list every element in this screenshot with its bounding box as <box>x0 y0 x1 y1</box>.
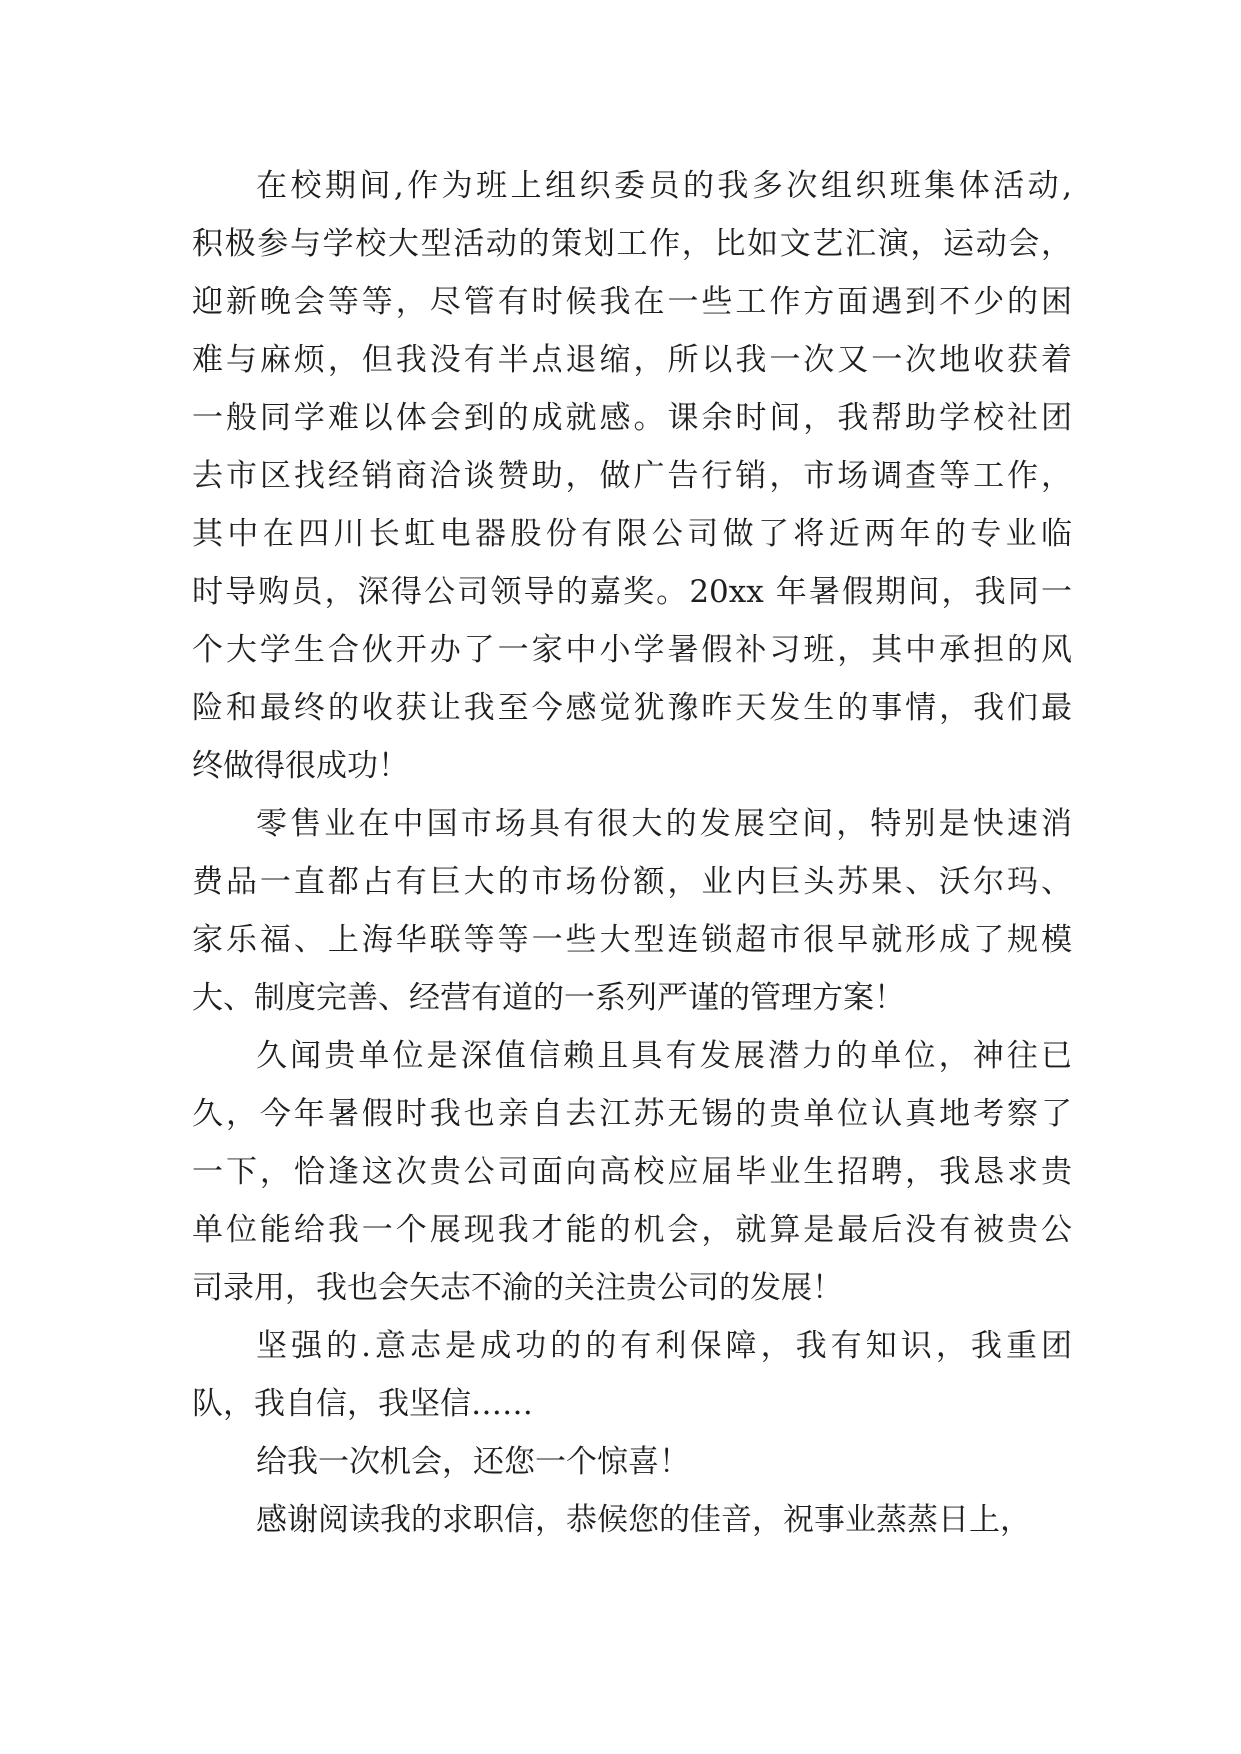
text-line: 坚强的.意志是成功的的有利保障，我有知识，我重团 <box>256 1328 1072 1364</box>
text-line: 司录用，我也会矢志不渝的关注贵公司的发展！ <box>192 1270 843 1306</box>
paragraph-closing-thanks <box>192 1491 1072 1549</box>
paragraph-opportunity <box>192 1433 1072 1491</box>
text-line: 感谢阅读我的求职信，恭候您的佳音，祝事业蒸蒸日上， <box>256 1502 1031 1538</box>
text-line: 去市区找经销商洽谈赞助，做广告行销，市场调查等工作， <box>192 458 1072 494</box>
text-line: 费品一直都占有巨大的市场份额，业内巨头苏果、沃尔玛、 <box>192 864 1072 900</box>
text-line: 终做得很成功！ <box>192 748 409 784</box>
text-line: 其中在四川长虹电器股份有限公司做了将近两年的专业临 <box>192 516 1072 552</box>
text-line: 在校期间,作为班上组织委员的我多次组织班集体活动, <box>256 168 1072 204</box>
text-line: 险和最终的收获让我至今感觉犹豫昨天发生的事情，我们最 <box>192 690 1072 726</box>
text-line: 个大学生合伙开办了一家中小学暑假补习班，其中承担的风 <box>192 632 1072 668</box>
text-line: 给我一次机会，还您一个惊喜！ <box>256 1444 690 1480</box>
text-line: 大、制度完善、经营有道的一系列严谨的管理方案！ <box>192 980 905 1016</box>
text-line: 一般同学难以体会到的成就感。课余时间，我帮助学校社团 <box>192 400 1072 436</box>
paragraph-retail-industry <box>192 795 1072 1027</box>
text-line: 一下，恰逢这次贵公司面向高校应届毕业生招聘，我恳求贵 <box>192 1154 1072 1190</box>
text-line: 迎新晚会等等，尽管有时候我在一些工作方面遇到不少的困 <box>192 284 1072 320</box>
text-line: 难与麻烦，但我没有半点退缩，所以我一次又一次地收获着 <box>192 342 1072 378</box>
text-line: 单位能给我一个展现我才能的机会，就算是最后没有被贵公 <box>192 1212 1072 1248</box>
text-line: 积极参与学校大型活动的策划工作，比如文艺汇演，运动会， <box>192 226 1072 262</box>
text-line: 队，我自信，我坚信…… <box>192 1386 533 1422</box>
paragraph-company-interest <box>192 1027 1072 1317</box>
text-line: 时导购员，深得公司领导的嘉奖。20xx 年暑假期间，我同一 <box>192 574 1072 610</box>
text-line: 零售业在中国市场具有很大的发展空间，特别是快速消 <box>256 806 1072 842</box>
text-line: 久闻贵单位是深值信赖且具有发展潜力的单位，神往已 <box>256 1038 1072 1074</box>
paragraph-confidence <box>192 1317 1072 1433</box>
paragraph-campus-activities <box>192 157 1072 795</box>
text-line: 久，今年暑假时我也亲自去江苏无锡的贵单位认真地考察了 <box>192 1096 1072 1132</box>
letter-body <box>192 157 1072 1549</box>
text-line: 家乐福、上海华联等等一些大型连锁超市很早就形成了规模 <box>192 922 1072 958</box>
